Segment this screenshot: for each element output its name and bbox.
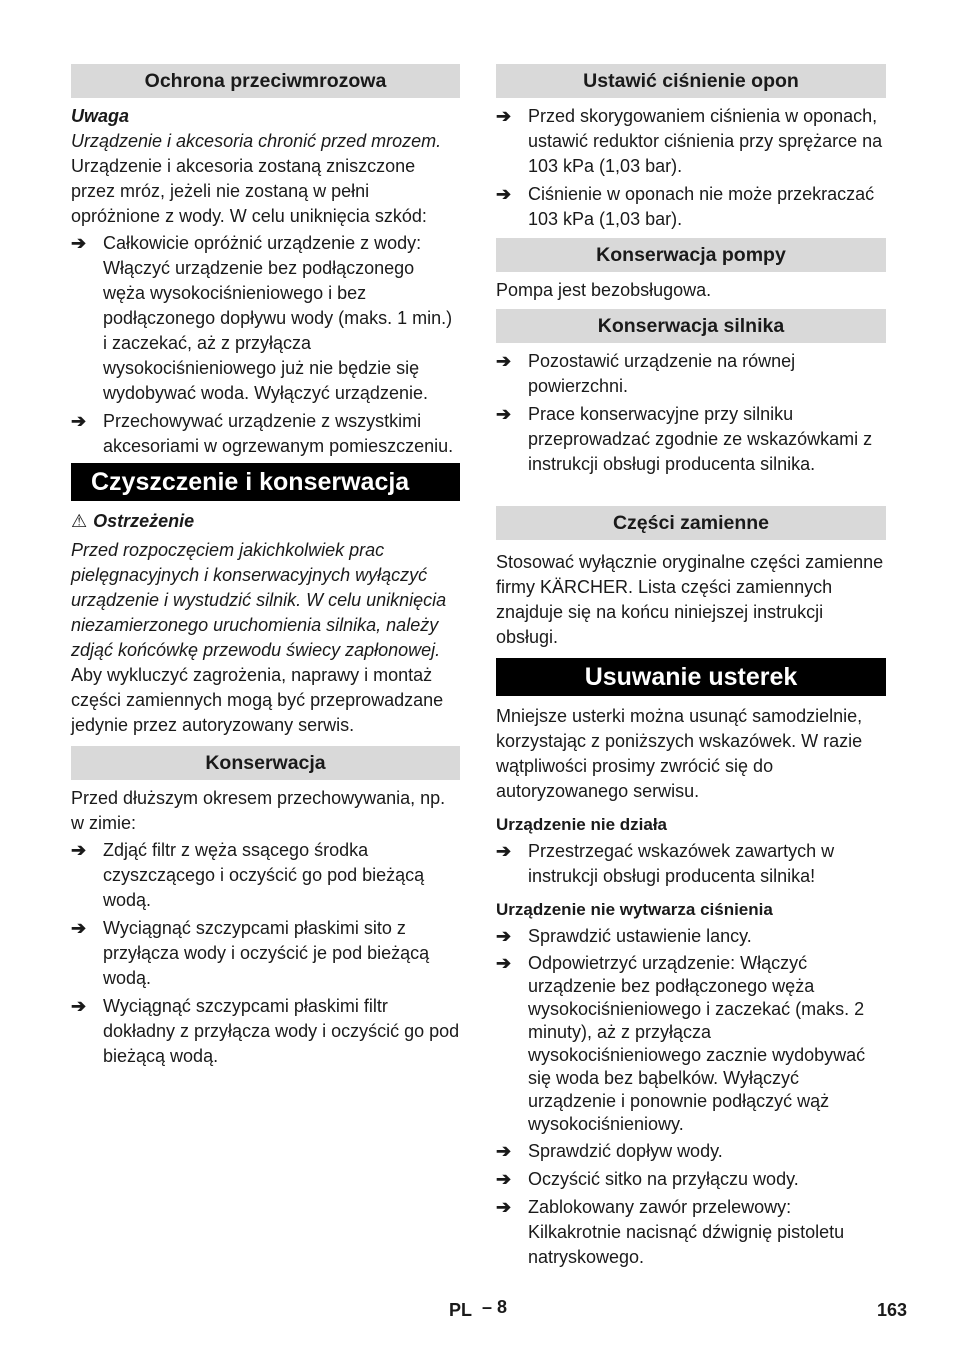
right-arrow-icon: ➔ <box>71 996 87 1016</box>
right-arrow-icon: ➔ <box>496 1197 512 1217</box>
right-arrow-icon: ➔ <box>71 411 87 431</box>
list-item-text: Przechowywać urządzenie z wszystkimi akcesoriami w ogrzewanym pomieszczeniu. <box>103 411 454 456</box>
list-item-text: Wyciągnąć szczypcami płaskimi sito z przyłącza wody i oczyścić je pod bieżącą wodą. <box>103 918 430 988</box>
section-heading-frost-protection: Ochrona przeciwmrozowa <box>71 64 460 98</box>
fault-heading-no-pressure: Urządzenie nie wytwarza ciśnienia <box>496 900 773 919</box>
section-heading-engine-maintenance: Konserwacja silnika <box>496 309 886 343</box>
footer-language: PL <box>449 1300 473 1320</box>
page-number: 163 <box>877 1300 908 1320</box>
warning-triangle-icon: ⚠ <box>71 511 88 531</box>
right-arrow-icon: ➔ <box>496 106 512 126</box>
page-footer <box>0 1297 954 1327</box>
trouble-paragraph: Mniejsze usterki można usunąć samodzielnie, korzystając z poniższych wskazówek. W razie wątpliwości prosimy zwrócić się do autoryzowanego serwisu. <box>496 706 863 801</box>
maintenance-list <box>71 838 460 1069</box>
left-column <box>71 64 460 1072</box>
chapter-heading-troubleshooting: Usuwanie usterek <box>496 658 886 696</box>
list-item-text: Przed skorygowaniem ciśnienia w oponach, ustawić reduktor ciśnienia przy sprężarce na 103 kPa (1,03 bar). <box>528 106 883 176</box>
list-item <box>71 231 460 406</box>
no-pressure-list <box>496 924 886 1270</box>
engine-list <box>496 349 886 477</box>
parts-paragraph: Stosować wyłącznie oryginalne części zamienne firmy KÄRCHER. Lista części zamiennych znajduje się na końcu niniejszej instrukcji obsługi. <box>496 552 884 647</box>
frost-paragraph: Urządzenie i akcesoria zostaną zniszczone przez mróz, jeżeli nie zostaną w pełni opróżnione z wody. W celu uniknięcia szkód: <box>71 156 427 226</box>
pump-paragraph: Pompa jest bezobsługowa. <box>496 280 712 300</box>
right-arrow-icon: ➔ <box>71 918 87 938</box>
right-arrow-icon: ➔ <box>496 953 512 973</box>
list-item-text: Zablokowany zawór przelewowy: Kilkakrotnie nacisnąć dźwignię pistoletu natryskowego. <box>528 1197 845 1267</box>
frost-list <box>71 231 460 459</box>
list-item <box>496 402 886 477</box>
right-arrow-icon: ➔ <box>496 404 512 424</box>
list-item-text: Wyciągnąć szczypcami płaskimi filtr dokładny z przyłącza wody i oczyścić go pod bieżącą wodą. <box>103 996 460 1066</box>
list-item <box>71 994 460 1069</box>
maintenance-paragraph: Przed dłuższym okresem przechowywania, np. w zimie: <box>71 788 446 833</box>
list-item <box>496 1139 886 1164</box>
list-item <box>496 104 886 179</box>
right-arrow-icon: ➔ <box>496 351 512 371</box>
right-arrow-icon: ➔ <box>496 841 512 861</box>
list-item-text: Ciśnienie w oponach nie może przekraczać 103 kPa (1,03 bar). <box>528 184 875 229</box>
chapter-heading-cleaning: Czyszczenie i konserwacja <box>71 463 460 501</box>
list-item <box>496 182 886 232</box>
right-arrow-icon: ➔ <box>496 926 512 946</box>
list-item-text: Sprawdzić dopływ wody. <box>528 1141 723 1161</box>
list-item <box>71 916 460 991</box>
right-column <box>496 64 886 1273</box>
list-item <box>496 924 886 949</box>
section-heading-pump-maintenance: Konserwacja pompy <box>496 238 886 272</box>
cleaning-paragraph: Aby wykluczyć zagrożenia, naprawy i montaż części zamiennych mogą być przeprowadzane jedynie przez autoryzowany serwis. <box>71 665 444 735</box>
list-item-text: Sprawdzić ustawienie lancy. <box>528 926 752 946</box>
warning-label: Ostrzeżenie <box>93 511 195 531</box>
list-item-text: Pozostawić urządzenie na równej powierzchni. <box>528 351 796 396</box>
list-item <box>496 349 886 399</box>
right-arrow-icon: ➔ <box>496 1141 512 1161</box>
right-arrow-icon: ➔ <box>496 184 512 204</box>
list-item <box>71 838 460 913</box>
right-arrow-icon: ➔ <box>496 1169 512 1189</box>
list-item-text: Odpowietrzyć urządzenie: Włączyć urządzenie bez podłączonego węża wysokociśnieniowego i zaczekać (maks. 2 minuty), aż z przyłącza wysokociśnieniowego zacznie wydobywać się woda bez bąbelków. Wyłączyć urządzenie i ponownie podłączyć wąż wysokociśnieniowy. <box>528 953 866 1134</box>
tires-list <box>496 104 886 232</box>
section-heading-maintenance: Konserwacja <box>71 746 460 780</box>
section-heading-spare-parts: Części zamienne <box>496 506 886 540</box>
footer-section-page: – 8 <box>482 1297 508 1317</box>
list-item <box>71 409 460 459</box>
warning-text: Przed rozpoczęciem jakichkolwiek prac pielęgnacyjnych i konserwacyjnych wyłączyć urządzenie i wystudzić silnik. W celu uniknięcia niezamierzonego uruchomienia silnika, należy zdjąć końcówkę przewodu świecy zapłonowej. <box>71 540 447 660</box>
list-item <box>496 1167 886 1192</box>
note-label: Uwaga <box>71 106 130 126</box>
list-item-text: Przestrzegać wskazówek zawartych w instrukcji obsługi producenta silnika! <box>528 841 835 886</box>
list-item <box>496 952 886 1136</box>
warning-label-row <box>71 509 460 534</box>
list-item-text: Całkowicie opróżnić urządzenie z wody: Włączyć urządzenie bez podłączonego węża wysokociśnieniowego i bez podłączonego dopływu wody (maks. 1 min.) i zaczekać, aż z przyłącza wysokociśnieniowego już nie będzie się wydobywać woda. Wyłączyć urządzenie. <box>103 233 453 403</box>
list-item-text: Oczyścić sitko na przyłączu wody. <box>528 1169 799 1189</box>
note-text: Urządzenie i akcesoria chronić przed mrozem. <box>71 131 442 151</box>
list-item <box>496 839 886 889</box>
right-arrow-icon: ➔ <box>71 840 87 860</box>
section-heading-tire-pressure: Ustawić ciśnienie opon <box>496 64 886 98</box>
right-arrow-icon: ➔ <box>71 233 87 253</box>
list-item-text: Zdjąć filtr z węża ssącego środka czyszczącego i oczyścić go pod bieżącą wodą. <box>103 840 425 910</box>
not-working-list <box>496 839 886 889</box>
list-item <box>496 1195 886 1270</box>
fault-heading-not-working: Urządzenie nie działa <box>496 815 667 834</box>
list-item-text: Prace konserwacyjne przy silniku przeprowadzać zgodnie ze wskazówkami z instrukcji obsługi producenta silnika. <box>528 404 873 474</box>
